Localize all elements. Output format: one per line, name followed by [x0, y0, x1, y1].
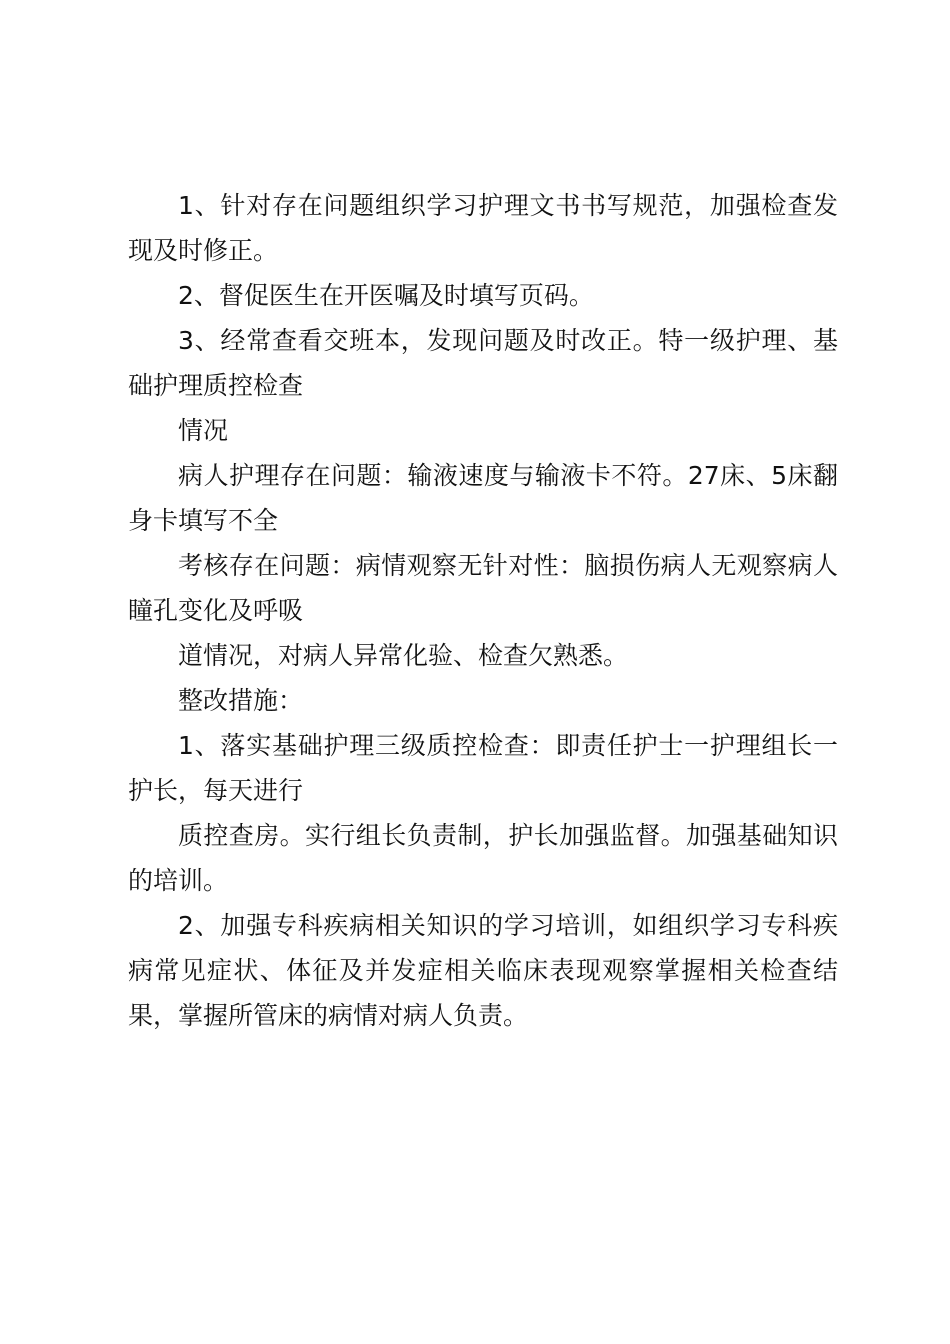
paragraph-measure-1: 1、落实基础护理三级质控检查：即责任护士一护理组长一护长，每天进行 — [128, 731, 838, 805]
paragraph-corrective-1: 1、针对存在问题组织学习护理文书书写规范，加强检查发现及时修正。 — [128, 191, 838, 265]
paragraph-corrective-3: 3、经常查看交班本，发现问题及时改正。特一级护理、基础护理质控检查 — [128, 326, 838, 400]
paragraph-measures-heading: 整改措施： — [178, 686, 304, 715]
paragraph-assessment-issues: 考核存在问题：病情观察无针对性：脑损伤病人无观察病人瞳孔变化及呼吸 — [128, 551, 838, 625]
paragraph-corrective-2: 2、督促医生在开医嘱及时填写页码。 — [178, 281, 594, 310]
paragraph-assessment-issues-cont: 道情况，对病人异常化验、检查欠熟悉。 — [178, 641, 629, 670]
paragraph-measure-2: 2、加强专科疾病相关知识的学习培训，如组织学习专科疾病常见症状、体征及并发症相关临床表现观察掌握相关检查结果，掌握所管床的病情对病人负责。 — [128, 911, 838, 1030]
paragraph-situation: 情况 — [178, 416, 229, 445]
paragraph-nursing-issues: 病人护理存在问题：输液速度与输液卡不符。27床、5床翻身卡填写不全 — [128, 461, 838, 535]
document-page — [128, 183, 838, 1038]
paragraph-measure-1-cont: 质控查房。实行组长负责制，护长加强监督。加强基础知识的培训。 — [128, 821, 838, 895]
